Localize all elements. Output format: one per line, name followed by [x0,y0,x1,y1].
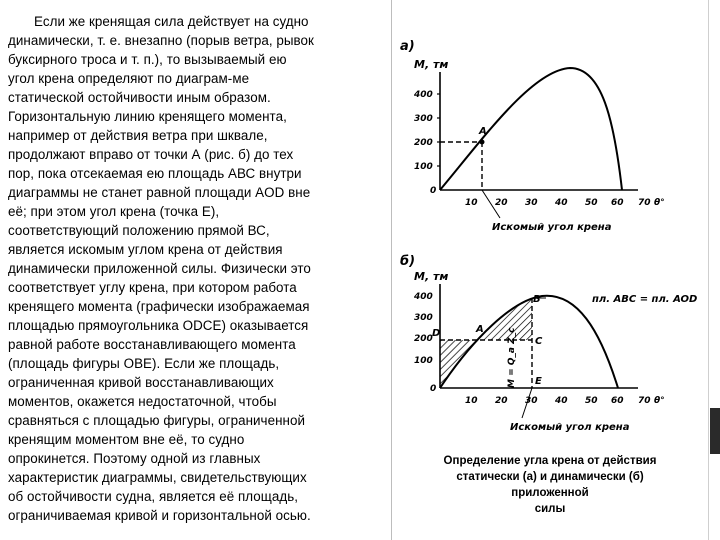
caption-line: статически (а) и динамически (б) [456,471,644,483]
text-line: ограничиваемая кривой и горизонтальной осью. [8,508,311,523]
x-tick-label: 10 [465,396,478,406]
text-line: её; при этом угол крена (точка Е), [8,204,220,219]
text-line: (площадь фигуры OBE). Если же площадь, [8,356,280,371]
text-line: например от действия ветра при шквале, [8,128,268,143]
x-tick-label: 70 [638,396,651,406]
point-c-label: С [535,336,543,347]
vertical-moment-label: М = Q_a Z_с [507,327,517,388]
panel-a-label: а) [400,39,415,54]
text-line: площадью прямоугольника ODCE) оказывается [8,318,309,333]
text-line: кренящим моментом вне её, то судно [8,432,245,447]
point-a-label: А [479,126,487,137]
panel-b [400,254,697,433]
x-tick-label: 30 [525,198,538,208]
y-tick-label: 400 [414,292,433,302]
point-b-label: В [533,294,541,305]
text-line: об остойчивости судна, является её площадь, [8,489,299,504]
y-tick-label: 100 [414,356,433,366]
text-line: опрокинется. Поэтому одной из главных [8,451,261,466]
panel-b-label: б) [400,254,416,269]
text-line: буксирного троса и т. п.), то вызываемый ею [8,52,287,67]
point-a-marker [480,140,485,145]
x-tick-label: 70 [638,198,651,208]
y-axis-label-a: М, тм [414,58,449,71]
side-tab [710,408,720,454]
text-line: ограниченная кривой восстанавливающих [8,375,274,390]
text-line: угол крена определяют по диаграм-ме [8,71,250,86]
x-tick-label: 50 [585,396,598,406]
text-line: сравняться с площадью фигуры, ограниченной [8,413,306,428]
text-line: является искомым углом крена от действия [8,242,283,257]
figure-diagrams [392,0,708,450]
caption-line: Определение угла крена от действия [443,455,657,467]
y-tick-label: 300 [414,313,433,323]
caption-line: приложенной [511,487,589,499]
x-tick-label: 40 [555,198,568,208]
y-axis-label-b: М, тм [414,270,449,283]
x-tick-label: 10 [465,198,478,208]
text-line: статической остойчивости иным образом. [8,90,271,105]
text-line: динамически приложенной силы. Физически это [8,261,311,276]
text-line: динамически, т. е. внезапно (порыв ветра, рывок [8,33,314,48]
area-abc [478,298,532,340]
text-line: продолжают вправо от точки А (рис. б) до тех [8,147,294,162]
stability-curve-a [440,68,622,190]
area-equality-label: пл. ABC = пл. AOD [592,294,698,305]
caption-line: силы [534,503,566,515]
text-line: диаграммы не станет равной площади AOD вне [8,185,311,200]
text-line: Если же кренящая сила действует на судно [34,14,309,29]
point-d-label: D [432,328,441,339]
x-tick-label: 60 [611,198,624,208]
text-line: Горизонтальную линию кренящего момента, [8,109,287,124]
figure-caption [408,453,692,517]
text-line: соответствующий положению прямой ВС, [8,223,270,238]
y-tick-label: 0 [430,384,437,394]
panel-a [400,39,665,233]
text-line: кренящего момента (графически изображаемая [8,299,310,314]
main-text [8,12,392,525]
text-line: соответствует углу крена, при котором работа [8,280,297,295]
x-tick-label: 50 [585,198,598,208]
x-tick-label: 20 [495,396,508,406]
x-tick-label: 60 [611,396,624,406]
x-tick-label: θ° [654,396,665,406]
x-axis-label-b: Искомый угол крена [510,422,630,433]
text-line: равной работе восстанавливающего момента [8,337,296,352]
x-tick-label: 30 [525,396,538,406]
y-tick-label: 200 [414,334,433,344]
x-axis-label-a: Искомый угол крена [492,222,612,233]
text-line: моментов, окажется недостаточной, чтобы [8,394,277,409]
x-tick-label: θ° [654,198,665,208]
text-line: пор, пока отсекаемая ею площадь АВС внутри [8,166,302,181]
y-tick-label: 300 [414,114,433,124]
x-tick-label: 40 [555,396,568,406]
point-a-label-b: А [476,324,484,335]
right-edge [708,0,720,540]
text-line: характеристик диаграммы, свидетельствующих [8,470,307,485]
y-tick-label: 400 [414,90,433,100]
y-tick-label: 0 [430,186,437,196]
x-tick-label: 20 [495,198,508,208]
y-tick-label: 200 [414,138,433,148]
y-tick-label: 100 [414,162,433,172]
point-e-label: Е [535,376,542,387]
